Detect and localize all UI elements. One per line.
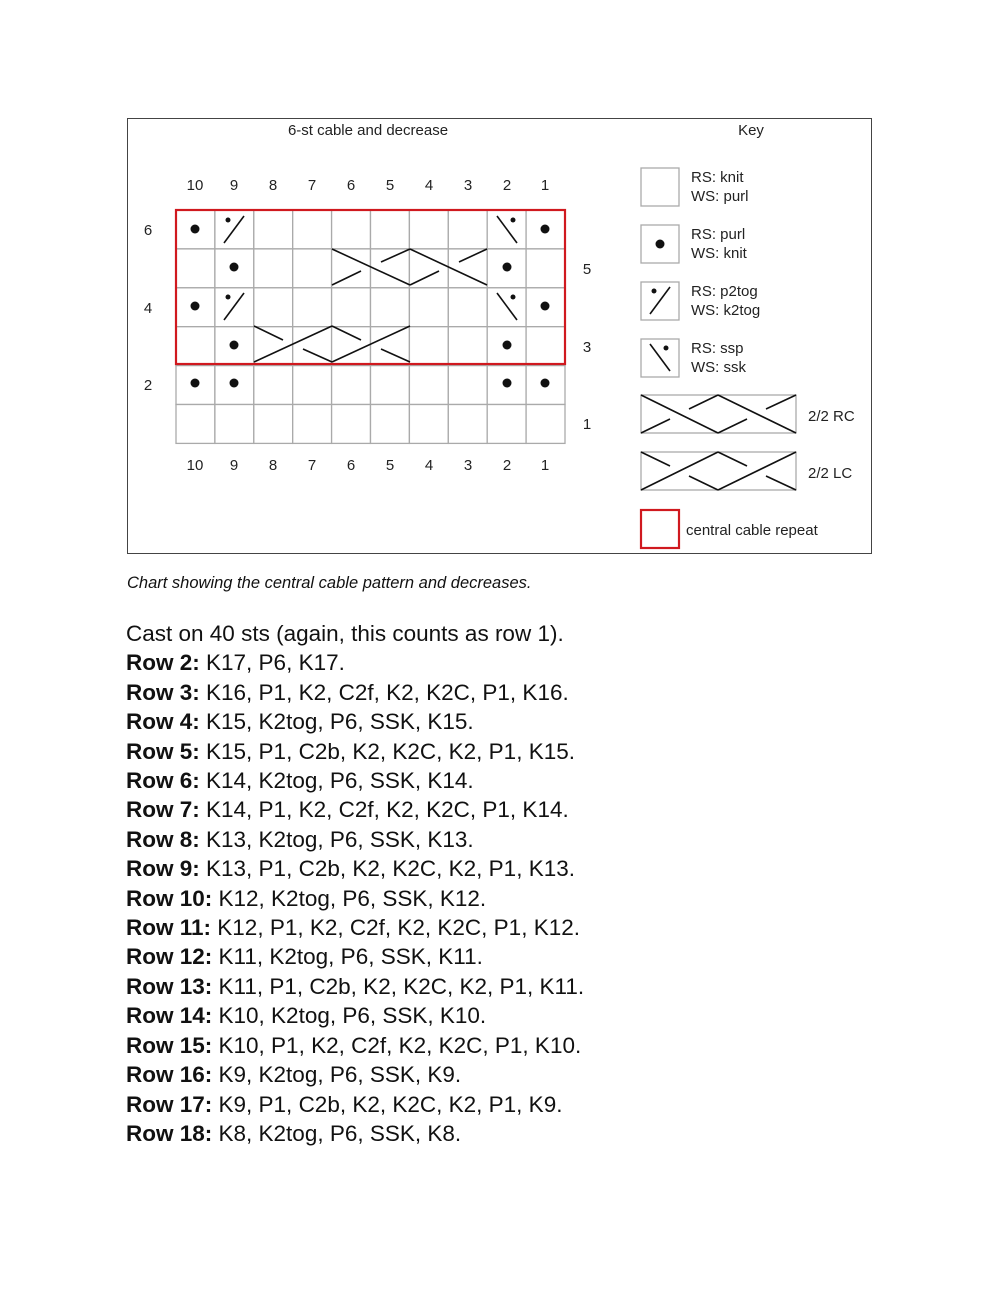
chart-cell bbox=[293, 405, 332, 444]
column-number: 6 bbox=[346, 177, 356, 194]
row-label-right: 3 bbox=[582, 339, 592, 356]
column-number: 7 bbox=[307, 177, 317, 194]
row-instruction bbox=[126, 884, 584, 913]
purl-dot bbox=[541, 302, 550, 311]
purl-dot bbox=[191, 379, 200, 388]
key-ssp-rs: RS: ssp bbox=[691, 340, 744, 357]
row-text: K8, K2tog, P6, SSK, K8. bbox=[212, 1120, 462, 1146]
row-text: K17, P6, K17. bbox=[199, 650, 345, 676]
chart-cell bbox=[371, 288, 410, 327]
row-text: K9, K2tog, P6, SSK, K9. bbox=[212, 1062, 462, 1088]
chart-cell bbox=[293, 288, 332, 327]
row-instruction bbox=[126, 1031, 584, 1060]
row-text: K15, K2tog, P6, SSK, K15. bbox=[199, 709, 474, 735]
row-instruction bbox=[126, 972, 584, 1001]
key-knit-rs: RS: knit bbox=[691, 169, 744, 186]
row-label: Row 11: bbox=[126, 915, 212, 941]
purl-dot bbox=[230, 341, 239, 350]
column-number: 2 bbox=[502, 177, 512, 194]
purl-dot bbox=[503, 341, 512, 350]
key-purl bbox=[641, 225, 748, 263]
row-label: Row 13: bbox=[126, 973, 213, 999]
column-number: 1 bbox=[540, 457, 550, 474]
chart-cell bbox=[526, 405, 565, 444]
row-text: K14, P1, K2, C2f, K2, K2C, P1, K14. bbox=[199, 797, 569, 823]
chart-cell bbox=[526, 327, 565, 366]
row-instruction bbox=[126, 795, 584, 824]
chart-cell bbox=[176, 405, 215, 444]
purl-dot bbox=[541, 379, 550, 388]
chart-cell bbox=[293, 249, 332, 288]
key-knit bbox=[641, 168, 749, 206]
column-number: 2 bbox=[502, 457, 512, 474]
row-label: Row 12: bbox=[126, 944, 213, 970]
row-instruction bbox=[126, 825, 584, 854]
chart-cell bbox=[332, 405, 371, 444]
column-number: 8 bbox=[268, 457, 278, 474]
row-label: Row 7: bbox=[126, 797, 200, 823]
key-ssp bbox=[641, 339, 746, 377]
row-label: Row 2: bbox=[126, 650, 200, 676]
row-instruction bbox=[126, 1119, 584, 1148]
chart-caption: Chart showing the central cable pattern and decreases. bbox=[127, 574, 532, 592]
row-instruction bbox=[126, 648, 584, 677]
key-ssp-ws: WS: ssk bbox=[691, 359, 746, 376]
chart-title: 6-st cable and decrease bbox=[287, 122, 449, 139]
column-numbers-bottom bbox=[187, 457, 550, 474]
chart-cell bbox=[332, 210, 371, 249]
key-lc-label: 2/2 LC bbox=[808, 465, 853, 482]
row-label: Row 14: bbox=[126, 1003, 213, 1029]
pattern-instructions bbox=[126, 619, 584, 1148]
column-number: 4 bbox=[424, 457, 434, 474]
row-instruction bbox=[126, 678, 584, 707]
chart-cell bbox=[293, 210, 332, 249]
row-text: K16, P1, K2, C2f, K2, K2C, P1, K16. bbox=[199, 679, 569, 705]
key-knit-ws: WS: purl bbox=[691, 188, 749, 205]
chart-cell bbox=[409, 327, 448, 366]
key-lc bbox=[641, 452, 852, 490]
column-number: 5 bbox=[385, 457, 395, 474]
chart-cell bbox=[254, 366, 293, 405]
chart-cell bbox=[176, 249, 215, 288]
purl-dot bbox=[230, 379, 239, 388]
chart-cell bbox=[293, 366, 332, 405]
row-label: Row 6: bbox=[126, 768, 200, 794]
key-repeat bbox=[641, 510, 819, 548]
knitting-chart bbox=[127, 118, 872, 554]
row-instruction bbox=[126, 1060, 584, 1089]
row-label: Row 15: bbox=[126, 1032, 213, 1058]
row-text: K12, K2tog, P6, SSK, K12. bbox=[212, 885, 487, 911]
row-label-right: 5 bbox=[582, 261, 592, 278]
chart-cell bbox=[332, 288, 371, 327]
chart-cell bbox=[526, 249, 565, 288]
row-instruction bbox=[126, 766, 584, 795]
chart-cell bbox=[254, 288, 293, 327]
row-instruction bbox=[126, 913, 584, 942]
row-text: K13, P1, C2b, K2, K2C, K2, P1, K13. bbox=[199, 856, 575, 882]
chart-cell bbox=[371, 210, 410, 249]
row-text: K15, P1, C2b, K2, K2C, K2, P1, K15. bbox=[199, 738, 575, 764]
purl-dot bbox=[191, 302, 200, 311]
column-number: 8 bbox=[268, 177, 278, 194]
column-number: 9 bbox=[229, 177, 239, 194]
column-number: 10 bbox=[186, 177, 204, 194]
row-text: K9, P1, C2b, K2, K2C, K2, P1, K9. bbox=[212, 1091, 563, 1117]
key-p2tog bbox=[641, 282, 760, 320]
purl-dot bbox=[191, 225, 200, 234]
row-instruction bbox=[126, 737, 584, 766]
chart-cell bbox=[332, 366, 371, 405]
column-number: 7 bbox=[307, 457, 317, 474]
chart-cell bbox=[254, 249, 293, 288]
row-label-left: 4 bbox=[143, 300, 153, 317]
chart-drawing bbox=[128, 119, 873, 555]
chart-cell bbox=[487, 405, 526, 444]
row-label: Row 9: bbox=[126, 856, 200, 882]
key-title: Key bbox=[738, 122, 764, 139]
row-instruction bbox=[126, 1001, 584, 1030]
row-label: Row 4: bbox=[126, 709, 200, 735]
key-purl-ws: WS: knit bbox=[691, 245, 747, 262]
row-label: Row 18: bbox=[126, 1120, 213, 1146]
row-text: K10, P1, K2, C2f, K2, K2C, P1, K10. bbox=[212, 1032, 582, 1058]
chart-cell bbox=[371, 405, 410, 444]
chart-cell bbox=[448, 366, 487, 405]
key-p2tog-rs: RS: p2tog bbox=[691, 283, 758, 300]
row-text: K11, P1, C2b, K2, K2C, K2, P1, K11. bbox=[212, 973, 585, 999]
column-number: 4 bbox=[424, 177, 434, 194]
chart-cell bbox=[409, 210, 448, 249]
key-purl-rs: RS: purl bbox=[691, 226, 746, 243]
purl-dot bbox=[503, 263, 512, 272]
row-text: K12, P1, K2, C2f, K2, K2C, P1, K12. bbox=[211, 915, 580, 941]
row-label: Row 5: bbox=[126, 738, 200, 764]
row-text: K13, K2tog, P6, SSK, K13. bbox=[199, 826, 474, 852]
column-numbers-top bbox=[187, 177, 550, 194]
row-text: K10, K2tog, P6, SSK, K10. bbox=[212, 1003, 487, 1029]
chart-cell bbox=[448, 210, 487, 249]
row-text: K11, K2tog, P6, SSK, K11. bbox=[212, 944, 483, 970]
chart-cell bbox=[371, 366, 410, 405]
column-number: 5 bbox=[385, 177, 395, 194]
column-number: 1 bbox=[540, 177, 550, 194]
column-number: 10 bbox=[186, 457, 204, 474]
chart-cell bbox=[448, 327, 487, 366]
row-label-left: 2 bbox=[143, 377, 153, 394]
chart-cell bbox=[409, 288, 448, 327]
key-rc bbox=[641, 395, 855, 433]
row-label: Row 17: bbox=[126, 1091, 213, 1117]
chart-cell bbox=[215, 405, 254, 444]
cast-on-line: Cast on 40 sts (again, this counts as row 1). bbox=[126, 621, 564, 646]
key-rc-label: 2/2 RC bbox=[808, 408, 855, 425]
chart-cell bbox=[409, 366, 448, 405]
row-instruction bbox=[126, 854, 584, 883]
row-text: K14, K2tog, P6, SSK, K14. bbox=[199, 768, 474, 794]
key-p2tog-ws: WS: k2tog bbox=[691, 302, 761, 319]
column-number: 3 bbox=[463, 177, 473, 194]
purl-dot bbox=[230, 263, 239, 272]
chart-cell bbox=[254, 210, 293, 249]
chart-cell bbox=[254, 405, 293, 444]
purl-dot bbox=[541, 225, 550, 234]
row-instruction bbox=[126, 707, 584, 736]
column-number: 9 bbox=[229, 457, 239, 474]
row-label-right: 1 bbox=[582, 416, 592, 433]
chart-cell bbox=[448, 288, 487, 327]
row-label: Row 16: bbox=[126, 1062, 213, 1088]
column-number: 3 bbox=[463, 457, 473, 474]
chart-cell bbox=[176, 327, 215, 366]
row-label-left: 6 bbox=[143, 222, 153, 239]
chart-cell bbox=[409, 405, 448, 444]
row-label: Row 8: bbox=[126, 826, 200, 852]
purl-dot bbox=[503, 379, 512, 388]
row-label: Row 3: bbox=[126, 679, 200, 705]
chart-grid bbox=[176, 210, 565, 443]
row-instruction bbox=[126, 1090, 584, 1119]
column-number: 6 bbox=[346, 457, 356, 474]
chart-cell bbox=[448, 405, 487, 444]
row-instruction bbox=[126, 942, 584, 971]
row-label: Row 10: bbox=[126, 885, 213, 911]
key-repeat-label: central cable repeat bbox=[686, 522, 818, 539]
